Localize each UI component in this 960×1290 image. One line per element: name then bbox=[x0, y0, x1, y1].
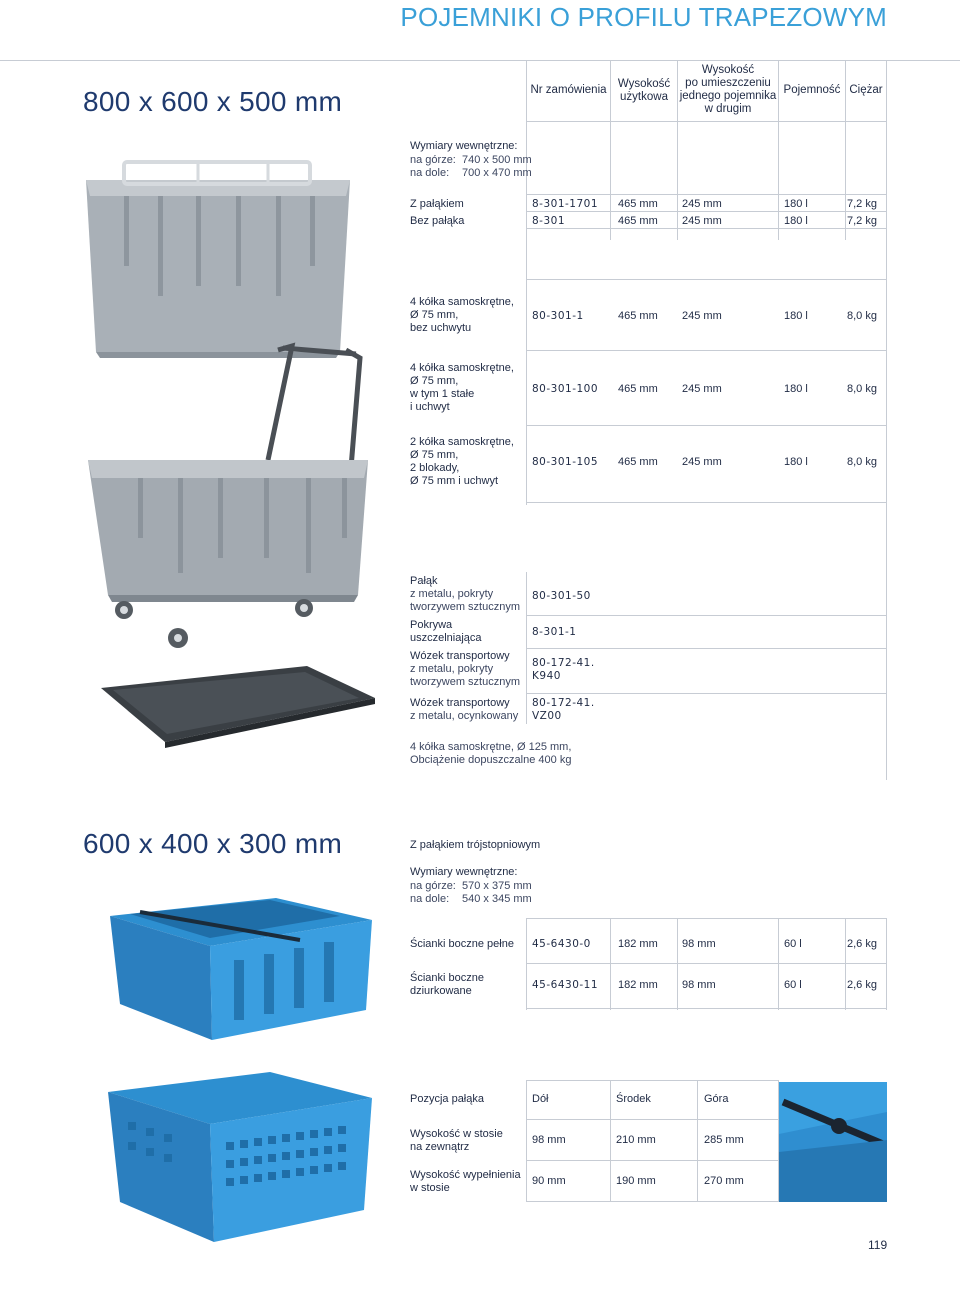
accessory-order: 80-172-41. K940 bbox=[532, 657, 595, 682]
inner-dims-top-label: na górze: bbox=[410, 880, 456, 892]
grey-container-on-wheels-image bbox=[78, 340, 408, 660]
position-bottom: Dół bbox=[532, 1093, 549, 1105]
position-value: 98 mm bbox=[532, 1134, 566, 1146]
grid-hline bbox=[526, 1008, 887, 1009]
grid-vline bbox=[697, 1080, 698, 1202]
usable-height: 182 mm bbox=[618, 979, 658, 991]
sealing-lid-image bbox=[95, 660, 380, 752]
grid-vline bbox=[526, 280, 527, 505]
grid-hline bbox=[526, 963, 887, 964]
grid-vline bbox=[886, 918, 887, 1010]
capacity: 60 l bbox=[784, 938, 802, 950]
stacked-height: 98 mm bbox=[682, 979, 716, 991]
section1-title: 800 x 600 x 500 mm bbox=[83, 86, 343, 117]
inner-dims-top-value: 570 x 375 mm bbox=[462, 880, 532, 892]
capacity: 60 l bbox=[784, 979, 802, 991]
stacked-height: 245 mm bbox=[682, 456, 722, 468]
inner-dims-bottom-label: na dole: bbox=[410, 893, 450, 905]
usable-height: 465 mm bbox=[618, 383, 658, 395]
grid-vline bbox=[610, 60, 611, 240]
inner-dims-bottom-value: 540 x 345 mm bbox=[462, 893, 532, 905]
col-usable-height-header: Wysokość użytkowa bbox=[617, 78, 671, 103]
blue-solid-container-image bbox=[100, 880, 380, 1050]
grid-hline bbox=[526, 693, 887, 694]
order-number: 8-301-1701 bbox=[532, 198, 599, 210]
capacity: 180 l bbox=[784, 310, 808, 322]
capacity: 180 l bbox=[784, 456, 808, 468]
page-header-title: POJEMNIKI O PROFILU TRAPEZOWYM bbox=[400, 2, 887, 32]
order-number: 80-301-105 bbox=[532, 456, 599, 468]
grid-vline bbox=[845, 918, 846, 1010]
usable-height: 182 mm bbox=[618, 938, 658, 950]
grid-hline bbox=[526, 121, 887, 122]
position-row-label: Wysokość w stosie na zewnątrz bbox=[410, 1128, 503, 1153]
accessory-title: Pokrywa uszczelniająca bbox=[410, 619, 482, 644]
stacked-height: 245 mm bbox=[682, 215, 722, 227]
inner-dims-bottom-value: 700 x 470 mm bbox=[462, 167, 532, 179]
accessory-order: 80-301-50 bbox=[532, 590, 591, 602]
grid-hline bbox=[526, 648, 887, 649]
grid-vline bbox=[610, 918, 611, 1010]
stacked-height: 98 mm bbox=[682, 938, 716, 950]
grid-hline bbox=[526, 1160, 779, 1161]
order-number: 8-301 bbox=[532, 215, 566, 227]
accessory-title: Pałąk bbox=[410, 575, 438, 587]
grid-hline bbox=[526, 1080, 779, 1081]
grid-vline bbox=[610, 1080, 611, 1202]
grid-hline bbox=[526, 502, 887, 503]
grid-hline bbox=[526, 228, 887, 229]
grid-hline bbox=[526, 918, 887, 919]
grid-vline bbox=[778, 60, 779, 240]
inner-dims-bottom-label: na dole: bbox=[410, 167, 450, 179]
order-number: 45-6430-11 bbox=[532, 979, 599, 991]
position-top: Góra bbox=[704, 1093, 729, 1105]
position-value: 210 mm bbox=[616, 1134, 656, 1146]
row-label: Z pałąkiem bbox=[410, 198, 464, 210]
grid-vline bbox=[845, 60, 846, 240]
stacked-height: 245 mm bbox=[682, 310, 722, 322]
stacked-height: 245 mm bbox=[682, 383, 722, 395]
position-value: 90 mm bbox=[532, 1175, 566, 1187]
grid-hline bbox=[526, 615, 887, 616]
weight: 8,0 kg bbox=[847, 310, 877, 322]
col-weight-header: Ciężar bbox=[849, 84, 883, 96]
grid-hline bbox=[526, 1201, 779, 1202]
row-label: 2 kółka samoskrętne, Ø 75 mm, 2 blokady, Ø 75 mm i uchwyt bbox=[410, 436, 514, 487]
usable-height: 465 mm bbox=[618, 310, 658, 322]
row-label: Ścianki boczne pełne bbox=[410, 938, 514, 950]
stacked-height: 245 mm bbox=[682, 198, 722, 210]
grid-vline bbox=[526, 918, 527, 1010]
footnote: 4 kółka samoskrętne, Ø 125 mm, Obciążenie dopuszczalne 400 kg bbox=[410, 741, 572, 766]
order-number: 45-6430-0 bbox=[532, 938, 591, 950]
grid-hline bbox=[526, 350, 887, 351]
weight: 8,0 kg bbox=[847, 383, 877, 395]
accessory-order: 80-172-41. VZ00 bbox=[532, 697, 595, 722]
inner-dims-heading: Wymiary wewnętrzne: bbox=[410, 866, 518, 878]
section2-title: 600 x 400 x 300 mm bbox=[83, 828, 343, 859]
row-label: 4 kółka samoskrętne, Ø 75 mm, w tym 1 stałe i uchwyt bbox=[410, 362, 514, 413]
position-value: 270 mm bbox=[704, 1175, 744, 1187]
grid-vline bbox=[526, 60, 527, 300]
grid-hline bbox=[526, 211, 887, 212]
accessory-desc: z metalu, pokryty tworzywem sztucznym bbox=[410, 588, 521, 613]
page-number: 119 bbox=[868, 1238, 888, 1252]
col-stacked-height-header: Wysokość po umieszczeniu jednego pojemnika w drugim bbox=[679, 64, 777, 115]
grid-vline bbox=[677, 60, 678, 240]
position-value: 190 mm bbox=[616, 1175, 656, 1187]
grid-vline bbox=[677, 918, 678, 1010]
grid-hline bbox=[526, 425, 887, 426]
accessory-desc: z metalu, ocynkowany bbox=[410, 710, 519, 722]
position-middle: Środek bbox=[616, 1093, 651, 1105]
accessory-order: 8-301-1 bbox=[532, 626, 577, 638]
row-label: Bez pałąka bbox=[410, 215, 465, 227]
row-label: 4 kółka samoskrętne, Ø 75 mm, bez uchwytu bbox=[410, 296, 514, 334]
header-divider bbox=[0, 60, 960, 61]
position-value: 285 mm bbox=[704, 1134, 744, 1146]
accessory-title: Wózek transportowy bbox=[410, 697, 510, 709]
weight: 7,2 kg bbox=[847, 215, 877, 227]
grid-vline bbox=[778, 918, 779, 1010]
inner-dims-top-label: na górze: bbox=[410, 154, 456, 166]
grid-hline bbox=[526, 1119, 779, 1120]
inner-dims-heading: Wymiary wewnętrzne: bbox=[410, 140, 518, 152]
section2-subtitle: Z pałąkiem trójstopniowym bbox=[410, 839, 541, 851]
usable-height: 465 mm bbox=[618, 198, 658, 210]
row-label: Ścianki boczne dziurkowane bbox=[410, 972, 484, 997]
accessory-title: Wózek transportowy bbox=[410, 650, 510, 662]
position-row-label: Wysokość wypełnienia w stosie bbox=[410, 1169, 521, 1194]
blue-perforated-container-image bbox=[98, 1062, 383, 1252]
grid-hline bbox=[526, 279, 887, 280]
weight: 2,6 kg bbox=[847, 938, 877, 950]
weight: 2,6 kg bbox=[847, 979, 877, 991]
grid-hline bbox=[526, 194, 887, 195]
accessory-desc: z metalu, pokryty tworzywem sztucznym bbox=[410, 663, 521, 688]
col-order-header: Nr zamówienia bbox=[530, 84, 607, 96]
usable-height: 465 mm bbox=[618, 456, 658, 468]
order-number: 80-301-100 bbox=[532, 383, 599, 395]
position-header-label: Pozycja pałąka bbox=[410, 1093, 484, 1105]
weight: 8,0 kg bbox=[847, 456, 877, 468]
inner-dims-top-value: 740 x 500 mm bbox=[462, 154, 532, 166]
capacity: 180 l bbox=[784, 383, 808, 395]
grid-vline bbox=[886, 60, 887, 780]
usable-height: 465 mm bbox=[618, 215, 658, 227]
grey-container-with-handle-image bbox=[78, 152, 358, 362]
grid-vline bbox=[526, 1080, 527, 1202]
col-capacity-header: Pojemność bbox=[783, 84, 841, 96]
capacity: 180 l bbox=[784, 198, 808, 210]
handle-detail-image bbox=[779, 1082, 887, 1202]
order-number: 80-301-1 bbox=[532, 310, 584, 322]
capacity: 180 l bbox=[784, 215, 808, 227]
weight: 7,2 kg bbox=[847, 198, 877, 210]
